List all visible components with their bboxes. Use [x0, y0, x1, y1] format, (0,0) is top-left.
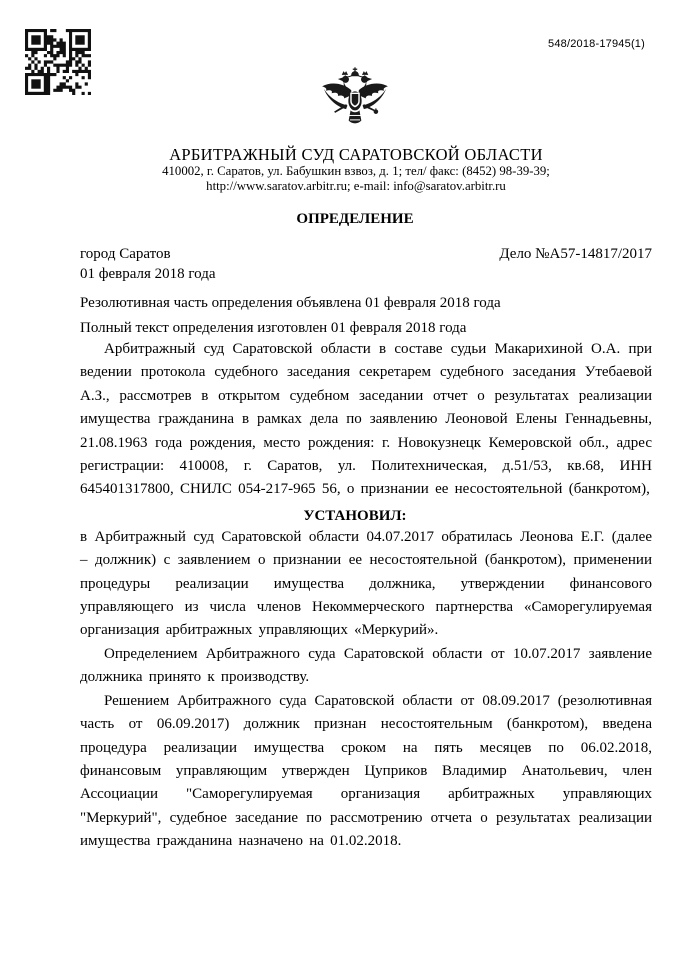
resolutive-part-line: Резолютивная часть определения объявлена 01 февраля 2018 года [80, 295, 501, 311]
document-title: ОПРЕДЕЛЕНИЕ [296, 211, 414, 227]
body-paragraph-3: Решением Арбитражного суда Саратовской области от 08.09.2017 (резолютивная часть от 06.09.2017) должник признан несостоятельным (банкротом), введена процедура реализации имущества сроком на пять месяцев по 06.02.2018, финансовым управляющим утвержден Цуприков Владимир Анатольевич, член Ассоциации "Саморегулируемая организация арбитражных управляющих "Меркурий", судебное заседание по рассмотрению отчета о результатах реализации имущества гражданина назначено на 01.02.2018. [80, 692, 652, 850]
case-number: Дело №А57-14817/2017 [499, 246, 652, 262]
court-contacts: http://www.saratov.arbitr.ru; e-mail: info@saratov.arbitr.ru [206, 179, 506, 193]
intro-paragraph: Арбитражный суд Саратовской области в составе судьи Макарихиной О.А. при ведении протокола судебного заседания секретарем судебного заседания Утебаевой А.З., рассмотрев в открытом судебном заседании отчет о результатах реализации имущества гражданина в рамках дела по заявлению Леоновой Елены Геннадьевны, 21.08.1963 года рождения, место рождения: г. Новокузнецк Кемеровской обл., адрес регистрации: 410008, г. Саратов, ул. Политехническая, д.51/53, кв.68, ИНН 645401317800, СНИЛС 054-217-965 56, о признании ее несостоятельной (банкротом), [80, 341, 652, 498]
city-label: город Саратов [80, 246, 171, 262]
body-paragraph-2: Определением Арбитражного суда Саратовской области от 10.07.2017 заявление должника принято к производству. [80, 645, 652, 686]
court-name: АРБИТРАЖНЫЙ СУД САРАТОВСКОЙ ОБЛАСТИ [169, 145, 543, 164]
document-number: 548/2018-17945(1) [548, 38, 645, 50]
meta-row [80, 244, 652, 264]
court-address: 410002, г. Саратов, ул. Бабушкин взвоз, д. 1; тел/ факс: (8452) 98-39-39; [162, 164, 550, 178]
full-text-line: Полный текст определения изготовлен 01 февраля 2018 года [80, 320, 467, 336]
document-date: 01 февраля 2018 года [80, 266, 216, 282]
body-paragraph-1: в Арбитражный суд Саратовской области 04.07.2017 обратилась Леонова Е.Г. (далее – должник) с заявлением о признании ее несостоятельной (банкротом), применении процедуры реализации имущества должника, утверждении финансового управляющего из числа членов Некоммерческого партнерства «Саморегулируемая организация арбитражных управляющих «Меркурий». [80, 528, 652, 639]
ustanovil-heading: УСТАНОВИЛ: [303, 507, 407, 524]
